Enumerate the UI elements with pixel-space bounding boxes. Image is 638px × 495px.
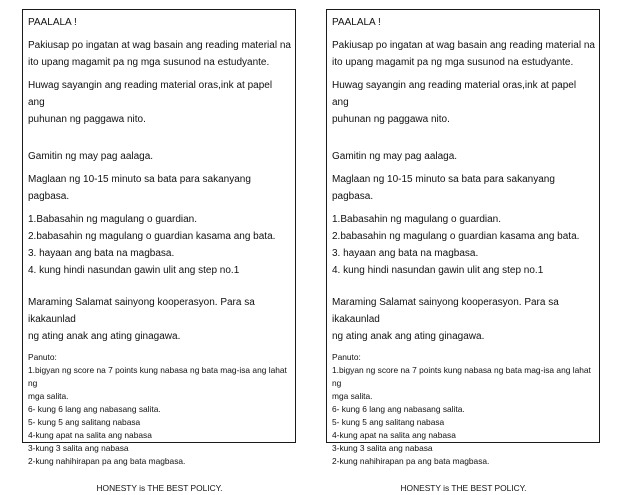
panuto-item: 5- kung 5 ang salitang nabasa	[28, 417, 141, 427]
notice-card-left	[22, 9, 296, 493]
step-item: 4. kung hindi nasundan gawin ulit ang step no.1	[332, 265, 544, 276]
panuto-label: Panuto:	[28, 352, 57, 362]
panuto-item: 6- kung 6 lang ang nabasang salita.	[28, 404, 161, 414]
reading-time-line: Maglaan ng 10-15 minuto sa bata para sakanyang pagbasa.	[28, 174, 251, 202]
care-request-line-1: Pakiusap po ingatan at wag basain ang reading material na	[28, 40, 291, 51]
thanks-line-2: ng ating anak ang ating ginagawa.	[332, 331, 485, 342]
waste-warning-line-1: Huwag sayangin ang reading material oras,ink at papel ang	[28, 80, 273, 108]
step-item: 2.babasahin ng magulang o guardian kasama ang bata.	[332, 231, 580, 242]
panuto-item: mga salita.	[28, 391, 69, 401]
step-item: 1.Babasahin ng magulang o guardian.	[28, 214, 198, 225]
honesty-motto: HONESTY is THE BEST POLICY.	[400, 483, 527, 493]
panuto-item: 2-kung nahihirapan pa ang bata magbasa.	[332, 456, 490, 466]
use-with-care-line: Gamitin ng may pag aalaga.	[28, 151, 154, 162]
panuto-item: mga salita.	[332, 391, 373, 401]
panuto-item: 6- kung 6 lang ang nabasang salita.	[332, 404, 465, 414]
thanks-line-1: Maraming Salamat sainyong kooperasyon. Para sa ikakaunlad	[332, 297, 559, 325]
notice-card-right	[326, 9, 600, 493]
waste-warning-line-1: Huwag sayangin ang reading material oras,ink at papel ang	[332, 80, 577, 108]
reading-time-line: Maglaan ng 10-15 minuto sa bata para sakanyang pagbasa.	[332, 174, 555, 202]
panuto-item: 1.bigyan ng score na 7 points kung nabasa ng bata mag-isa ang lahat ng	[28, 365, 287, 388]
care-request-line-1: Pakiusap po ingatan at wag basain ang reading material na	[332, 40, 595, 51]
card-heading: PAALALA !	[332, 17, 381, 28]
panuto-item: 5- kung 5 ang salitang nabasa	[332, 417, 445, 427]
step-item: 1.Babasahin ng magulang o guardian.	[332, 214, 502, 225]
step-item: 4. kung hindi nasundan gawin ulit ang step no.1	[28, 265, 240, 276]
step-item: 3. hayaan ang bata na magbasa.	[28, 248, 175, 259]
honesty-motto: HONESTY is THE BEST POLICY.	[96, 483, 223, 493]
care-request-line-2: ito upang magamit pa ng mga susunod na estudyante.	[28, 57, 270, 68]
thanks-line-2: ng ating anak ang ating ginagawa.	[28, 331, 181, 342]
panuto-item: 4-kung apat na salita ang nabasa	[28, 430, 152, 440]
panuto-item: 1.bigyan ng score na 7 points kung nabasa ng bata mag-isa ang lahat ng	[332, 365, 591, 388]
panuto-item: 4-kung apat na salita ang nabasa	[332, 430, 456, 440]
waste-warning-line-2: puhunan ng paggawa nito.	[28, 114, 146, 125]
step-item: 2.babasahin ng magulang o guardian kasama ang bata.	[28, 231, 276, 242]
waste-warning-line-2: puhunan ng paggawa nito.	[332, 114, 450, 125]
care-request-line-2: ito upang magamit pa ng mga susunod na estudyante.	[332, 57, 574, 68]
panuto-label: Panuto:	[332, 352, 361, 362]
step-item: 3. hayaan ang bata na magbasa.	[332, 248, 479, 259]
panuto-item: 2-kung nahihirapan pa ang bata magbasa.	[28, 456, 186, 466]
card-heading: PAALALA !	[28, 17, 77, 28]
thanks-line-1: Maraming Salamat sainyong kooperasyon. Para sa ikakaunlad	[28, 297, 255, 325]
panuto-item: 3-kung 3 salita ang nabasa	[28, 443, 129, 453]
use-with-care-line: Gamitin ng may pag aalaga.	[332, 151, 458, 162]
panuto-item: 3-kung 3 salita ang nabasa	[332, 443, 433, 453]
